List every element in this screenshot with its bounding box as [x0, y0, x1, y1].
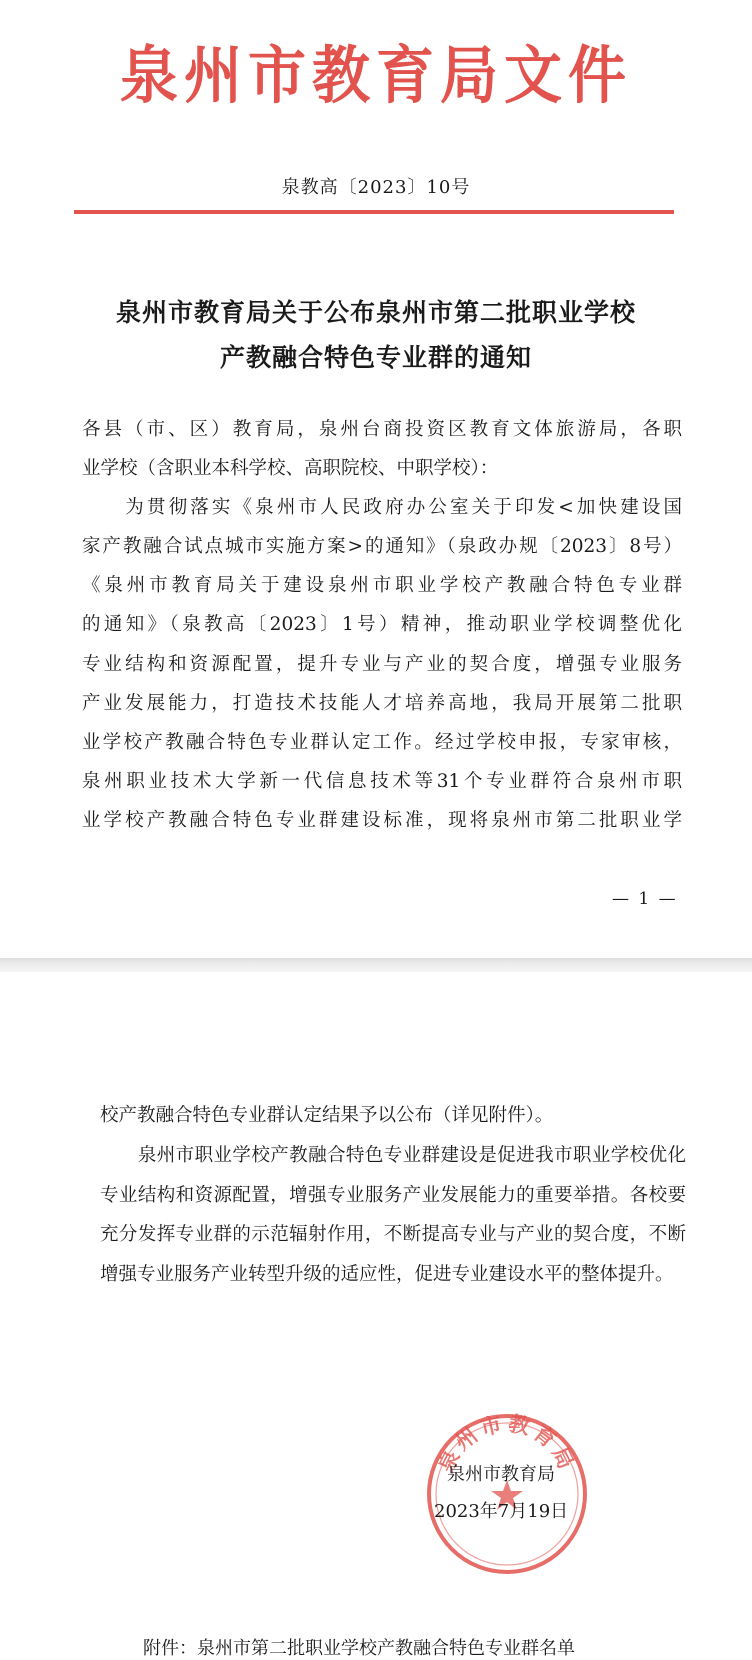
body-line: 专业结构和资源配置，提升专业与产业的契合度，增强专业服务 — [82, 654, 682, 675]
body-line: 的通知》（泉教高〔2023〕1号）精神，推动职业学校调整优化 — [82, 614, 682, 635]
body-paragraph: 校产教融合特色专业群认定结果予以公布（详见附件）。 — [100, 1105, 554, 1126]
body-line: 《泉州市教育局关于建设泉州市职业学校产教融合特色专业群 — [82, 575, 682, 596]
body-paragraph: 泉州市职业学校产教融合特色专业群建设是促进我市职业学校优化专业结构和资源配置，增强专业服务产业发展能力的重要举措。各校要充分发挥专业群的示范辐射作用，不断提高专业与产业的契合度，不断增强专业服务产业转型升级的适应性，促进专业建设水平的整体提升。 — [100, 1145, 686, 1285]
body-line: 业学校产教融合特色专业群认定工作。经过学校申报，专家审核， — [82, 732, 682, 753]
body-line: 业学校产教融合特色专业群建设标准，现将泉州市第二批职业学 — [82, 810, 682, 831]
attachment-line: 附件：泉州市第二批职业学校产教融合特色专业群名单 — [143, 1638, 575, 1659]
title-line-2: 产教融合特色专业群的通知 — [219, 343, 532, 372]
title-line-1: 泉州市教育局关于公布泉州市第二批职业学校 — [115, 298, 636, 327]
issue-date: 2023年7月19日 — [434, 1501, 569, 1522]
body-line: 业学校（含职业本科学校、高职院校、中职学校）： — [82, 458, 499, 479]
svg-text:泉州市教育局: 泉州市教育局 — [434, 1411, 580, 1477]
page-separator — [0, 958, 752, 972]
document-page-2 — [0, 972, 752, 1659]
body-line: 泉州职业技术大学新一代信息技术等31个专业群符合泉州市职 — [82, 771, 682, 792]
page-number: — 1 — — [612, 889, 678, 909]
body-line: 家产教融合试点城市实施方案>的通知》（泉政办规〔2023〕8号） — [82, 536, 682, 557]
red-divider — [74, 210, 674, 214]
official-seal-icon — [423, 1410, 591, 1578]
masthead: 泉州市教育局文件 — [119, 38, 632, 113]
body-line: 为贯彻落实《泉州市人民政府办公室关于印发<加快建设国 — [82, 497, 682, 518]
issuer-name: 泉州市教育局 — [447, 1464, 555, 1485]
body-line: 各县（市、区）教育局，泉州台商投资区教育文体旅游局，各职 — [82, 419, 682, 440]
document-number: 泉教高〔2023〕10号 — [281, 177, 471, 198]
body-line: 产业发展能力，打造技术技能人才培养高地，我局开展第二批职 — [82, 693, 682, 714]
